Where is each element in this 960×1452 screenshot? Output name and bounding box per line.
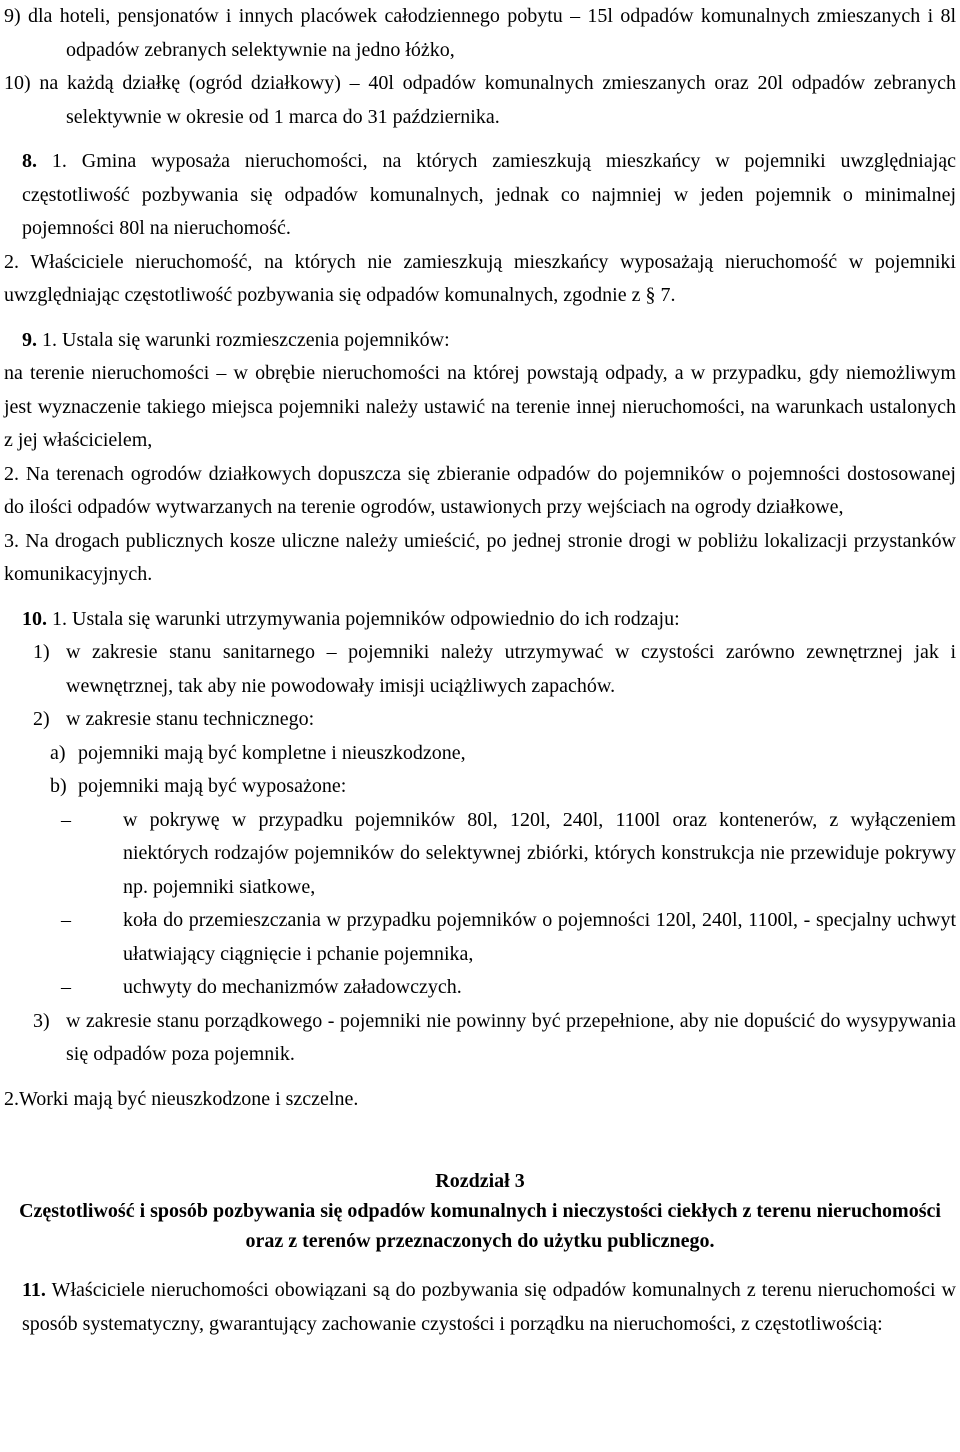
item-text: w pokrywę w przypadku pojemników 80l, 120l, 240l, 1100l oraz kontenerów, z wyłączeniem niektórych rodzajów pojemników do selektywnej zbiórki, których konstrukcja nie przewiduje pokrywy np. pojemniki siatkowe, (123, 808, 956, 898)
list-item-9 (4, 0, 956, 67)
chapter-title: Rozdział 3 (435, 1170, 525, 1192)
item-text: dla hoteli, pensjonatów i innych placówek całodziennego pobytu – 15l odpadów komunalnych zmieszanych i 8l odpadów zebranych selektywnie na jedno łóżko, (27, 5, 956, 61)
list-item-a (50, 737, 956, 771)
paragraph-text: Ustala się warunki rozmieszczenia pojemników: (62, 328, 450, 351)
list-item-b (50, 770, 956, 804)
section-11 (4, 1274, 956, 1341)
dash-item-3 (61, 971, 956, 1005)
section-8-paragraph-1 (4, 145, 956, 246)
item-number: 9) (4, 5, 21, 27)
dash-bullet: – (61, 808, 71, 831)
item-text: w zakresie stanu technicznego: (66, 708, 315, 730)
item-text: w zakresie stanu sanitarnego – pojemniki należy utrzymywać w czystości zarówno zewnętrznej jak i wewnętrznej, tak aby nie powodowały imisji uciążliwych zapachów. (66, 641, 956, 697)
section-10-paragraph-2: 2.Worki mają być nieuszkodzone i szczelne. (4, 1087, 359, 1110)
paragraph-number: 1. (52, 607, 67, 630)
item-letter: a) (50, 741, 66, 764)
section-label: 9. (22, 328, 37, 351)
paragraph-number: 1. (51, 150, 67, 172)
section-8 (4, 145, 956, 313)
section-9-paragraph-1-body: na terenie nieruchomości – w obrębie nieruchomości na której powstają odpady, a w przypadku, gdy niemożliwym jest wyznaczenie takiego miejsca pojemniki należy ustawić na terenie innej nieruchomości, na warunkach ustalonych z jej właścicielem, (4, 362, 956, 451)
paragraph-text: Ustala się warunki utrzymywania pojemników odpowiednio do ich rodzaju: (72, 607, 680, 630)
list-item-2 (33, 703, 956, 737)
item-letter: b) (50, 775, 67, 797)
section-label: 8. (22, 150, 37, 172)
dash-bullet: – (61, 976, 71, 998)
section-9-paragraph-1 (4, 324, 956, 358)
dash-item-1 (61, 804, 956, 905)
list-item-1 (33, 636, 956, 703)
dash-bullet: – (61, 909, 71, 931)
item-text: uchwyty do mechanizmów załadowczych. (123, 976, 462, 998)
list-item-10 (4, 67, 956, 134)
paragraph-number: 1. (42, 328, 57, 351)
paragraph-text: Właściciele nieruchomości obowiązani są do pozbywania się odpadów komunalnych z terenu nieruchomości w sposób systematyczny, gwarantujący zachowanie czystości i porządku na nieruchomości, z częstotliwością: (22, 1279, 957, 1335)
chapter-heading (4, 1166, 956, 1256)
paragraph-text: Gmina wyposaża nieruchomości, na których zamieszkują mieszkańcy w pojemniki uwzględniając częstotliwość pozbywania się odpadów komunalnych, jednak co najmniej w jeden pojemnik o minimalnej pojemności 80l na nieruchomość. (22, 150, 957, 239)
section-9-paragraph-2: 2. Na terenach ogrodów działkowych dopuszcza się zbieranie odpadów do pojemników o pojemności dostosowanej do ilości odpadów wytwarzanych na terenie ogrodów, ustawionych przy wejściach na ogrody działkowe, (4, 462, 956, 518)
section-9 (4, 324, 956, 592)
item-number: 10) (4, 72, 31, 94)
section-10-paragraph-1 (4, 603, 956, 637)
dash-item-2 (61, 904, 956, 971)
item-number: 3) (33, 1009, 50, 1032)
item-text: pojemniki mają być kompletne i nieuszkodzone, (78, 741, 466, 764)
item-text: na każdą działkę (ogród działkowy) – 40l odpadów komunalnych zmieszanych oraz 20l odpadów zebranych selektywnie w okresie od 1 marca do 31 października. (39, 72, 957, 128)
section-10 (4, 603, 956, 1117)
item-number: 1) (33, 641, 50, 663)
item-text: pojemniki mają być wyposażone: (78, 775, 347, 797)
section-11-paragraph (4, 1274, 956, 1341)
section-label: 11. (22, 1279, 46, 1301)
item-number: 2) (33, 708, 50, 730)
list-item-3 (33, 1005, 956, 1072)
section-9-paragraph-3: 3. Na drogach publicznych kosze uliczne należy umieścić, po jednej stronie drogi w pobliżu lokalizacji przystanków komunikacyjnych. (4, 529, 956, 585)
section-label: 10. (22, 607, 47, 630)
item-text: koła do przemieszczania w przypadku pojemników o pojemności 120l, 240l, 1100l, - specjalny uchwyt ułatwiający ciągnięcie i pchanie pojemnika, (123, 909, 956, 965)
item-text: w zakresie stanu porządkowego - pojemniki nie powinny być przepełnione, aby nie dopuścić do wysypywania się odpadów poza pojemnik. (66, 1009, 956, 1065)
chapter-subtitle: Częstotliwość i sposób pozbywania się odpadów komunalnych i nieczystości ciekłych z terenu nieruchomości oraz z terenów przeznaczonych do użytku publicznego. (19, 1200, 941, 1252)
section-8-paragraph-2: 2. Właściciele nieruchomość, na których nie zamieszkują mieszkańcy wyposażają nieruchomość w pojemniki uwzględniając częstotliwość pozbywania się odpadów komunalnych, zgodnie z § 7. (4, 250, 956, 306)
